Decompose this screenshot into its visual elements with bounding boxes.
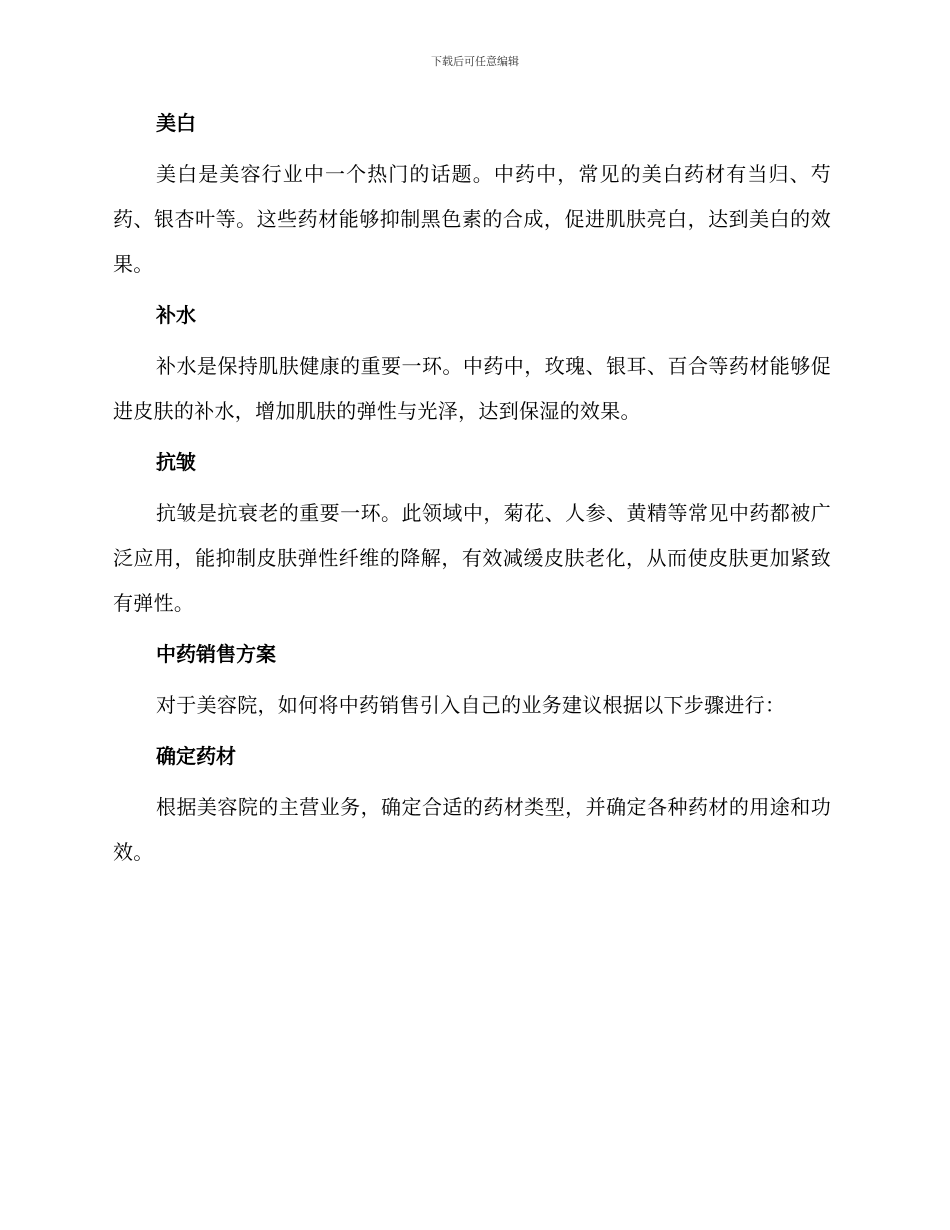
- section-heading: 抗皱: [156, 450, 196, 474]
- section-whitening: [113, 108, 831, 287]
- section-anti-wrinkle: [113, 447, 831, 626]
- section-sales-plan: [113, 639, 831, 728]
- page-header: 下载后可任意编辑: [431, 55, 519, 68]
- section-paragraph: 根据美容院的主营业务，确定合适的药材类型，并确定各种药材的用途和功效。: [113, 795, 831, 864]
- section-paragraph: 抗皱是抗衰老的重要一环。此领域中，菊花、人参、黄精等常见中药都被广泛应用，能抑制皮肤弹性纤维的降解，有效减缓皮肤老化，从而使皮肤更加紧致有弹性。: [113, 501, 831, 615]
- document-body: [113, 108, 831, 888]
- section-heading: 中药销售方案: [156, 642, 276, 666]
- section-heading: 确定药材: [156, 744, 236, 768]
- section-heading: 补水: [156, 303, 196, 327]
- section-hydration: [113, 300, 831, 434]
- section-paragraph: 美白是美容行业中一个热门的话题。中药中，常见的美白药材有当归、芍药、银杏叶等。这些药材能够抑制黑色素的合成，促进肌肤亮白，达到美白的效果。: [113, 162, 831, 276]
- section-heading: 美白: [156, 111, 196, 135]
- section-paragraph: 补水是保持肌肤健康的重要一环。中药中，玫瑰、银耳、百合等药材能够促进皮肤的补水，增加肌肤的弹性与光泽，达到保湿的效果。: [113, 354, 831, 423]
- section-paragraph: 对于美容院，如何将中药销售引入自己的业务建议根据以下步骤进行：: [156, 693, 786, 717]
- section-determine-herbs: [113, 741, 831, 875]
